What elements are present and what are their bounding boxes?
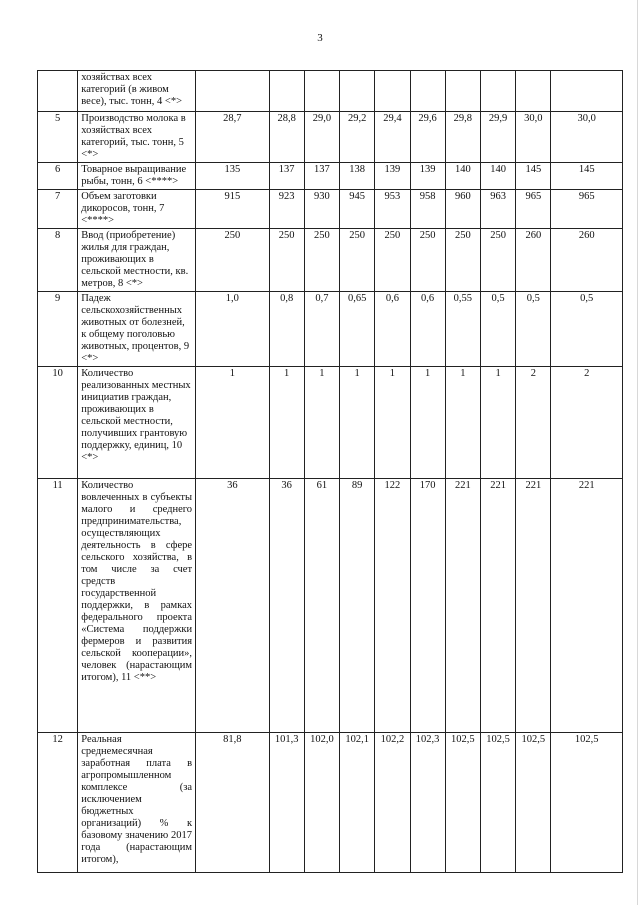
row-number: 10 bbox=[38, 367, 78, 479]
value-cell: 963 bbox=[480, 190, 515, 229]
value-cell: 61 bbox=[304, 479, 339, 733]
value-cell bbox=[340, 71, 375, 112]
value-cell: 221 bbox=[516, 479, 551, 733]
table-row bbox=[38, 112, 623, 163]
value-cell: 250 bbox=[445, 229, 480, 292]
indicator-description: хозяйствах всех категорий (в живом весе), тыс. тонн, 4 <*> bbox=[78, 71, 196, 112]
indicators-table bbox=[37, 70, 623, 873]
value-cell bbox=[480, 71, 515, 112]
value-cell: 2 bbox=[551, 367, 623, 479]
value-cell: 923 bbox=[269, 190, 304, 229]
table-row bbox=[38, 367, 623, 479]
value-cell: 122 bbox=[375, 479, 410, 733]
value-cell: 915 bbox=[196, 190, 270, 229]
value-cell bbox=[375, 71, 410, 112]
value-cell: 0,5 bbox=[516, 292, 551, 367]
value-cell: 958 bbox=[410, 190, 445, 229]
value-cell: 29,6 bbox=[410, 112, 445, 163]
value-cell: 29,8 bbox=[445, 112, 480, 163]
indicator-description: Товарное выращивание рыбы, тонн, 6 <****> bbox=[78, 163, 196, 190]
value-cell bbox=[410, 71, 445, 112]
value-cell: 953 bbox=[375, 190, 410, 229]
value-cell: 1 bbox=[410, 367, 445, 479]
value-cell: 138 bbox=[340, 163, 375, 190]
value-cell: 965 bbox=[516, 190, 551, 229]
value-cell: 30,0 bbox=[551, 112, 623, 163]
table-row bbox=[38, 190, 623, 229]
table-row bbox=[38, 292, 623, 367]
value-cell: 0,6 bbox=[410, 292, 445, 367]
value-cell: 250 bbox=[340, 229, 375, 292]
value-cell: 170 bbox=[410, 479, 445, 733]
value-cell: 1,0 bbox=[196, 292, 270, 367]
table-row bbox=[38, 229, 623, 292]
row-number bbox=[38, 71, 78, 112]
value-cell: 29,2 bbox=[340, 112, 375, 163]
row-number: 9 bbox=[38, 292, 78, 367]
indicator-description: Количество реализованных местных инициатив граждан, проживающих в сельской местности, получивших грантовую поддержку, единиц, 10 <*> bbox=[78, 367, 196, 479]
value-cell: 36 bbox=[196, 479, 270, 733]
value-cell: 930 bbox=[304, 190, 339, 229]
value-cell: 1 bbox=[480, 367, 515, 479]
value-cell: 221 bbox=[551, 479, 623, 733]
value-cell: 965 bbox=[551, 190, 623, 229]
value-cell: 1 bbox=[304, 367, 339, 479]
indicator-description: Ввод (приобретение) жилья для граждан, проживающих в сельской местности, кв. метров, 8 <*> bbox=[78, 229, 196, 292]
value-cell: 960 bbox=[445, 190, 480, 229]
value-cell: 260 bbox=[516, 229, 551, 292]
value-cell: 1 bbox=[340, 367, 375, 479]
value-cell: 945 bbox=[340, 190, 375, 229]
value-cell: 1 bbox=[375, 367, 410, 479]
value-cell: 137 bbox=[269, 163, 304, 190]
page-number: 3 bbox=[317, 32, 323, 44]
value-cell: 29,9 bbox=[480, 112, 515, 163]
value-cell: 102,5 bbox=[445, 733, 480, 873]
value-cell: 135 bbox=[196, 163, 270, 190]
value-cell: 28,8 bbox=[269, 112, 304, 163]
table-row bbox=[38, 163, 623, 190]
value-cell: 250 bbox=[196, 229, 270, 292]
value-cell: 145 bbox=[551, 163, 623, 190]
value-cell bbox=[551, 71, 623, 112]
indicator-description: Количество вовлеченных в субъекты малого и среднего предпринимательства, осуществляющих деятельность в сфере сельского хозяйства, в том числе за счет средств государственной поддержки, в рамках федерального проекта «Система поддержки фермеров и развития сельской кооперации», человек (нарастающим итогом), 11 <**> bbox=[78, 479, 196, 733]
value-cell: 28,7 bbox=[196, 112, 270, 163]
value-cell: 221 bbox=[445, 479, 480, 733]
indicator-description: Падеж сельскохозяйственных животных от болезней, к общему поголовью животных, процентов, 9 <*> bbox=[78, 292, 196, 367]
value-cell: 1 bbox=[269, 367, 304, 479]
value-cell: 89 bbox=[340, 479, 375, 733]
value-cell: 2 bbox=[516, 367, 551, 479]
value-cell: 250 bbox=[375, 229, 410, 292]
value-cell: 0,6 bbox=[375, 292, 410, 367]
row-number: 8 bbox=[38, 229, 78, 292]
value-cell: 140 bbox=[480, 163, 515, 190]
row-number: 6 bbox=[38, 163, 78, 190]
value-cell bbox=[445, 71, 480, 112]
indicator-description: Реальная среднемесячная заработная плата в агропромышленном комплексе (за исключением бюджетных организаций) % к базовому значению 2017 года (нарастающим итогом), bbox=[78, 733, 196, 873]
value-cell bbox=[196, 71, 270, 112]
table-row bbox=[38, 479, 623, 733]
scan-edge-line bbox=[637, 0, 638, 905]
value-cell: 0,55 bbox=[445, 292, 480, 367]
value-cell: 36 bbox=[269, 479, 304, 733]
value-cell: 250 bbox=[410, 229, 445, 292]
value-cell: 102,3 bbox=[410, 733, 445, 873]
value-cell bbox=[304, 71, 339, 112]
value-cell: 221 bbox=[480, 479, 515, 733]
table-row bbox=[38, 71, 623, 112]
value-cell: 102,0 bbox=[304, 733, 339, 873]
value-cell bbox=[269, 71, 304, 112]
value-cell: 102,5 bbox=[551, 733, 623, 873]
value-cell: 0,8 bbox=[269, 292, 304, 367]
value-cell: 0,5 bbox=[551, 292, 623, 367]
row-number: 11 bbox=[38, 479, 78, 733]
value-cell: 145 bbox=[516, 163, 551, 190]
value-cell: 30,0 bbox=[516, 112, 551, 163]
value-cell: 0,5 bbox=[480, 292, 515, 367]
value-cell: 250 bbox=[480, 229, 515, 292]
value-cell: 102,2 bbox=[375, 733, 410, 873]
value-cell: 1 bbox=[196, 367, 270, 479]
value-cell: 101,3 bbox=[269, 733, 304, 873]
table-row bbox=[38, 733, 623, 873]
value-cell: 250 bbox=[304, 229, 339, 292]
value-cell bbox=[516, 71, 551, 112]
value-cell: 0,65 bbox=[340, 292, 375, 367]
value-cell: 102,5 bbox=[516, 733, 551, 873]
value-cell: 1 bbox=[445, 367, 480, 479]
value-cell: 140 bbox=[445, 163, 480, 190]
value-cell: 250 bbox=[269, 229, 304, 292]
value-cell: 102,1 bbox=[340, 733, 375, 873]
indicator-description: Объем заготовки дикоросов, тонн, 7 <****> bbox=[78, 190, 196, 229]
value-cell: 81,8 bbox=[196, 733, 270, 873]
value-cell: 0,7 bbox=[304, 292, 339, 367]
row-number: 12 bbox=[38, 733, 78, 873]
value-cell: 139 bbox=[410, 163, 445, 190]
value-cell: 137 bbox=[304, 163, 339, 190]
row-number: 7 bbox=[38, 190, 78, 229]
row-number: 5 bbox=[38, 112, 78, 163]
value-cell: 102,5 bbox=[480, 733, 515, 873]
indicator-description: Производство молока в хозяйствах всех категорий, тыс. тонн, 5 <*> bbox=[78, 112, 196, 163]
value-cell: 29,4 bbox=[375, 112, 410, 163]
value-cell: 29,0 bbox=[304, 112, 339, 163]
value-cell: 260 bbox=[551, 229, 623, 292]
value-cell: 139 bbox=[375, 163, 410, 190]
